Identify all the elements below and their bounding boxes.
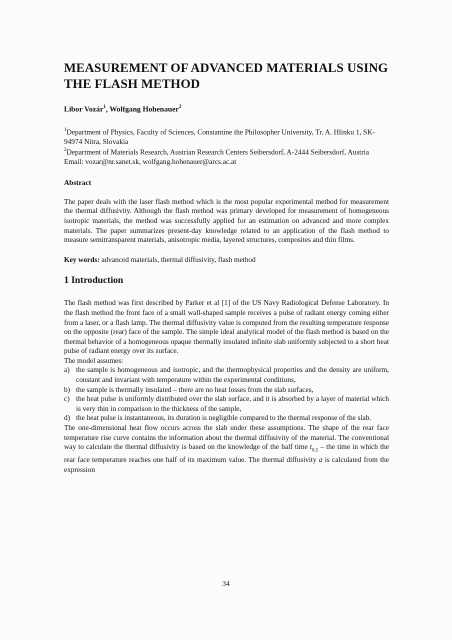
assumption-marker: d) — [64, 414, 71, 423]
intro-paragraph: The flash method was first described by Parker et al [1] of the US Navy Radiological Defense Laboratory. In the flash method the front face of a small wall-shaped sample receives a pulse of radiant energy coming either from a laser, or a flash lamp. The thermal diffusivity value is computed from the resulting temperature response on the opposite (rear) face of the sample. The simple ideal analytical model of the flash method is based on the thermal behavior of a homogeneous opaque thermally insulated infinite slab uniformly subjected to a short heat pulse of radiant energy over its surface. — [64, 299, 389, 356]
closing-text-3: is calculated from the expression — [64, 456, 389, 474]
keywords-label: Key words: — [64, 255, 100, 264]
paper-content — [64, 60, 389, 475]
keywords-text: advanced materials, thermal diffusivity, flash method — [99, 255, 256, 264]
assumption-marker: a) — [64, 366, 70, 375]
half-time-subscript: 0.5 — [311, 448, 319, 454]
section-heading: 1 Introduction — [64, 275, 124, 287]
assumption-marker: b) — [64, 385, 71, 394]
affiliation-text: Department of Physics, Faculty of Sciences, Constantine the Philosopher University, Tr. A. Hlinku 1, SK-94974 Nitra, Slovakia — [64, 126, 375, 146]
assumption-text: the sample is homogeneous and isotropic, and the thermophysical properties and the density are uniform, constant and invariant with temperature within the experimental conditions, — [76, 366, 389, 385]
page-number: 34 — [222, 579, 230, 588]
abstract-text: The paper deals with the laser flash method which is the most popular experimental method for measurement the thermal diffusivity. Although the flash method was primary developed for measurement of homogeneous isotropic materials, the method was successfully applied for an estimation on advanced and more complex materials. The paper summarizes present-day knowledge related to an application of the flash method to measure semitransparent materials, anisotropic media, layered structures, composites and thin films. — [64, 197, 389, 245]
author-affiliation-mark: 1 — [103, 105, 106, 110]
affiliation — [64, 146, 389, 157]
affiliation-mark: 1 — [64, 127, 67, 133]
author-list — [64, 103, 389, 115]
assumptions-intro: The model assumes: — [64, 356, 124, 365]
assumption-text: the heat pulse is uniformly distributed over the slab surface, and it is absorbed by a layer of material which is very thin in comparison to the thickness of the sample, — [76, 395, 389, 413]
affiliation-mark: 2 — [64, 148, 67, 154]
author-affiliation-mark: 2 — [178, 105, 182, 110]
paper-title: MEASUREMENT OF ADVANCED MATERIALS USING THE FLASH METHOD — [64, 61, 389, 91]
affiliation — [64, 126, 389, 147]
closing-text-2: – the time in which the rear face temperature reaches one half of its maximum value. The thermal diffusivity — [64, 443, 389, 465]
assumption-text: the heat pulse is instantaneous, its duration is negligible compared to the thermal response of the slab. — [76, 414, 372, 423]
closing-paragraph — [64, 424, 389, 475]
author-name: Wolfgang Hohenauer — [109, 104, 179, 114]
affiliations — [64, 126, 389, 167]
author-name: Libor Vozár — [64, 104, 104, 114]
assumption-list — [64, 366, 389, 424]
abstract-heading: Abstract — [64, 177, 92, 187]
assumption-marker: c) — [64, 395, 70, 404]
assumption-item — [64, 414, 389, 424]
closing-text-1: The one-dimensional heat flow occurs across the slab under these assumptions. The shape of the rear face temperature rise curve contains the information about the thermal diffusivity of the material. The conventional way to calculate the thermal diffusivity is based on the knowledge of the half time — [64, 424, 389, 452]
assumption-item — [64, 366, 389, 385]
diffusivity-symbol: a — [318, 456, 323, 465]
author-separator: , — [105, 104, 110, 114]
affiliation-text: Department of Materials Research, Austrian Research Centers Seibersdorf, A-2444 Seibersdorf, Austria — [66, 147, 370, 157]
assumption-text: the sample is thermally insulated – there are no heat losses from the slab surfaces, — [76, 385, 314, 394]
assumption-item — [64, 386, 389, 396]
email-line: Email: vozar@nr.sanet.sk, wolfgang.hohenauer@arcs.ac.at — [64, 157, 237, 167]
assumption-item — [64, 395, 389, 414]
keywords-line — [64, 256, 389, 266]
half-time-symbol: t — [309, 443, 312, 452]
